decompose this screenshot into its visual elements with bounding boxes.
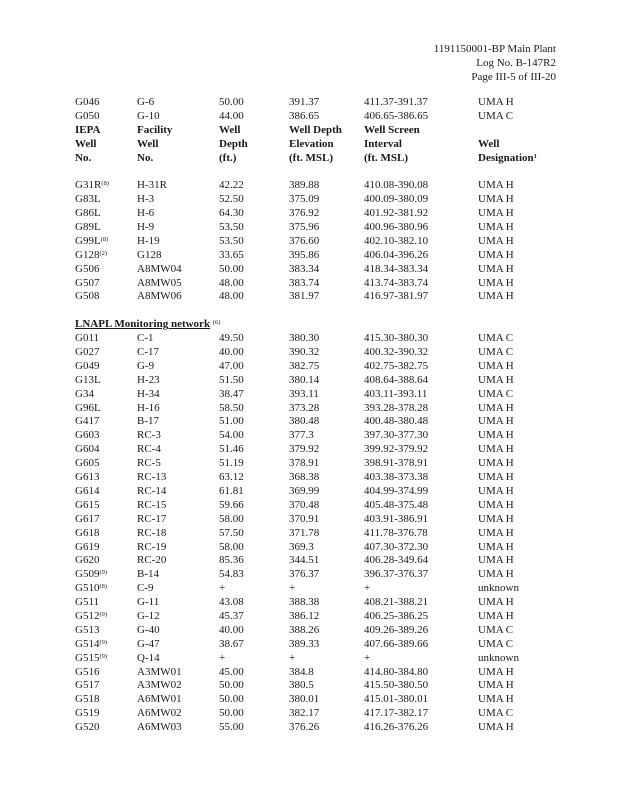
cell-desig: UMA C — [478, 707, 514, 720]
cell-screen: 396.37-376.37 — [364, 568, 429, 581]
cell-screen: 403.11-393.11 — [364, 387, 428, 400]
cell-screen: 411.37-391.37 — [364, 96, 428, 108]
cell-desig: UMA H — [478, 721, 514, 734]
cell-facility: A6MW03 — [137, 721, 182, 734]
cell-depth: 45.37 — [219, 609, 244, 622]
cell-elev: 371.78 — [289, 526, 320, 539]
cell-elev: 381.97 — [289, 290, 320, 303]
cell-desig: UMA H — [478, 415, 514, 428]
cell-facility: G-12 — [137, 609, 160, 622]
cell-desig: UMA C — [478, 623, 514, 636]
cell-screen: 408.21-388.21 — [364, 596, 429, 609]
cell-screen: 400.09-380.09 — [364, 193, 429, 206]
cell-facility: G-47 — [137, 637, 160, 650]
cell-iepa: G518 — [75, 693, 100, 706]
cell-depth: 54.00 — [219, 429, 244, 442]
cell-screen: 413.74-383.74 — [364, 276, 429, 289]
cell-elev: 379.92 — [289, 443, 320, 456]
cell-elev: 388.26 — [289, 623, 320, 636]
col-facility-label: Facility — [137, 123, 173, 136]
cell-depth: 53.50 — [219, 234, 244, 247]
cell-depth: 58.50 — [219, 401, 244, 414]
cell-depth: 42.22 — [219, 179, 244, 192]
cell-depth: 45.00 — [219, 665, 244, 678]
cell-desig: UMA H — [478, 359, 514, 372]
col-screen-label-2: Interval — [364, 137, 402, 150]
cell-facility: C-1 — [137, 332, 154, 345]
cell-screen: 409.26-389.26 — [364, 623, 429, 636]
cell-screen: 410.08-390.08 — [364, 179, 429, 192]
cell-facility: RC-19 — [137, 540, 167, 553]
col-screen-label-3: (ft. MSL) — [364, 151, 408, 164]
cell-iepa: G519 — [75, 707, 100, 720]
cell-elev: 391.37 — [289, 96, 320, 108]
col-depth-label: Well — [219, 123, 241, 136]
cell-depth: 58.00 — [219, 512, 244, 525]
cell-depth: 50.00 — [219, 262, 244, 275]
cell-screen: 406.04-396.26 — [364, 248, 429, 261]
cell-desig: UMA H — [478, 221, 514, 234]
cell-elev: 375.96 — [289, 221, 320, 234]
page-header — [434, 42, 556, 84]
cell-desig: UMA H — [478, 429, 514, 442]
cell-desig: UMA H — [478, 679, 514, 692]
cell-desig: UMA H — [478, 179, 514, 192]
cell-iepa: G513 — [75, 623, 100, 636]
cell-desig: UMA H — [478, 665, 514, 678]
cell-iepa: G507 — [75, 276, 100, 289]
cell-elev: 389.33 — [289, 637, 320, 650]
cell-desig: UMA H — [478, 96, 514, 108]
cell-facility: G-6 — [137, 96, 155, 108]
cell-facility: A3MW02 — [137, 679, 182, 692]
cell-screen: 406.28-349.64 — [364, 554, 429, 567]
network-footnote: (6) — [212, 319, 221, 327]
cell-iepa: G520 — [75, 721, 100, 734]
cell-screen: 401.92-381.92 — [364, 207, 429, 220]
cell-iepa: G605 — [75, 457, 100, 470]
col-elev-label-3: (ft. MSL) — [289, 151, 333, 164]
network-title: LNAPL Monitoring network — [75, 318, 211, 331]
cell-screen: 403.91-386.91 — [364, 512, 429, 525]
header-log-number: Log No. B-147R2 — [476, 57, 556, 69]
cell-screen: 414.80-384.80 — [364, 665, 429, 678]
cell-elev: 382.75 — [289, 359, 320, 372]
col-depth-label-2: Depth — [219, 137, 248, 150]
cell-desig: UMA H — [478, 609, 514, 622]
cell-elev: 380.14 — [289, 373, 320, 386]
cell-depth: + — [219, 582, 226, 595]
cell-facility: A3MW01 — [137, 665, 182, 678]
cell-desig: UMA H — [478, 276, 514, 289]
cell-facility: G-10 — [137, 109, 160, 122]
cell-desig: UMA H — [478, 290, 514, 303]
cell-screen: 399.92-379.92 — [364, 443, 429, 456]
cell-facility: H-6 — [137, 207, 155, 220]
cell-facility: C-9 — [137, 582, 154, 595]
cell-facility: G-9 — [137, 359, 155, 372]
cell-facility: RC-3 — [137, 429, 161, 442]
cell-elev: 369.99 — [289, 484, 320, 497]
cell-screen: 416.97-381.97 — [364, 290, 429, 303]
cell-screen: 400.32-390.32 — [364, 346, 429, 359]
cell-desig: UMA C — [478, 346, 514, 359]
col-iepa-label-2: Well — [75, 137, 97, 150]
cell-elev: 375.09 — [289, 193, 320, 206]
header-page-number: Page III-5 of III-20 — [471, 71, 556, 83]
cell-screen: 416.26-376.26 — [364, 721, 429, 734]
cell-elev: 395.86 — [289, 248, 320, 261]
cell-screen: 397.30-377.30 — [364, 429, 429, 442]
cell-depth: 51.46 — [219, 443, 244, 456]
cell-depth: 64.30 — [219, 207, 244, 220]
cell-screen: 407.66-389.66 — [364, 637, 429, 650]
cell-desig: UMA C — [478, 109, 514, 122]
cell-desig: UMA H — [478, 498, 514, 511]
cell-iepa: G514$^{(9)}$ — [75, 637, 108, 650]
cell-screen: 415.30-380.30 — [364, 332, 429, 345]
col-facility-label-2: Well — [137, 137, 159, 150]
cell-elev: 390.32 — [289, 346, 320, 359]
cell-iepa: G613 — [75, 471, 100, 484]
cell-screen: 415.01-380.01 — [364, 693, 429, 706]
cell-depth: 49.50 — [219, 332, 244, 345]
cell-elev: 386.12 — [289, 609, 320, 622]
cell-depth: 38.47 — [219, 387, 244, 400]
cell-screen: 398.91-378.91 — [364, 457, 429, 470]
col-depth-label-3: (ft.) — [219, 151, 237, 164]
cell-elev: 388.38 — [289, 596, 320, 609]
cell-screen: 407.30-372.30 — [364, 540, 429, 553]
cell-screen: + — [364, 582, 371, 595]
cell-depth: 53.50 — [219, 221, 244, 234]
cell-depth: 55.00 — [219, 721, 244, 734]
desig-footnote: 1 — [533, 152, 537, 160]
cell-desig: UMA H — [478, 262, 514, 275]
cell-elev: 370.91 — [289, 512, 320, 525]
header-project: 1191150001-BP Main Plant — [433, 43, 556, 55]
cell-elev: + — [289, 651, 296, 664]
cell-screen: 418.34-383.34 — [364, 262, 429, 275]
cell-iepa: $G31R^{(8)}$ — [75, 179, 109, 192]
cell-desig: UMA C — [478, 332, 514, 345]
cell-desig: unknown — [478, 582, 519, 595]
cell-elev: 382.17 — [289, 707, 320, 720]
footnote-marker: (2) — [99, 249, 108, 257]
cell-elev: 386.65 — [289, 109, 320, 122]
cell-screen: 402.75-382.75 — [364, 359, 429, 372]
cell-iepa: G620 — [75, 554, 100, 567]
cell-desig: UMA H — [478, 484, 514, 497]
cell-screen: 403.38-373.38 — [364, 471, 429, 484]
cell-facility: B-17 — [137, 415, 159, 428]
cell-desig: unknown — [478, 651, 519, 664]
cell-iepa: G049 — [75, 359, 100, 372]
cell-iepa: G046 — [75, 96, 100, 108]
cell-depth: 50.00 — [219, 707, 244, 720]
col-desig-label: Well — [478, 137, 500, 150]
cell-iepa: G512$^{(9)}$ — [75, 609, 108, 622]
cell-depth: 38.67 — [219, 637, 244, 650]
cell-facility: G-40 — [137, 623, 160, 636]
cell-depth: 33.65 — [219, 248, 244, 261]
cell-facility: H-3 — [137, 193, 155, 206]
cell-depth: 48.00 — [219, 290, 244, 303]
col-desig-label-2: Designation$^1$ — [478, 151, 537, 164]
col-iepa-label-3: No. — [75, 151, 92, 164]
cell-iepa: G604 — [75, 443, 100, 456]
cell-depth: 52.50 — [219, 193, 244, 206]
cell-screen: 415.50-380.50 — [364, 679, 429, 692]
cell-iepa: G83L — [75, 193, 101, 206]
cell-depth: 63.12 — [219, 471, 244, 484]
cell-facility: RC-13 — [137, 471, 167, 484]
cell-facility: RC-15 — [137, 498, 167, 511]
cell-facility: A8MW04 — [137, 262, 182, 275]
cell-facility: RC-14 — [137, 484, 167, 497]
footnote-marker: (9) — [99, 652, 108, 660]
cell-elev: 376.92 — [289, 207, 320, 220]
col-elev-label: Well Depth — [289, 123, 342, 136]
cell-facility: C-17 — [137, 346, 159, 359]
cell-elev: 380.01 — [289, 693, 320, 706]
cell-depth: 85.36 — [219, 554, 244, 567]
cell-facility: H-34 — [137, 387, 160, 400]
cell-screen: 408.64-388.64 — [364, 373, 429, 386]
cell-screen: 400.96-380.96 — [364, 221, 429, 234]
cell-iepa: G618 — [75, 526, 100, 539]
cell-desig: UMA H — [478, 512, 514, 525]
cell-iepa: G511 — [75, 596, 100, 609]
cell-screen: 406.25-386.25 — [364, 609, 429, 622]
cell-elev: 368.38 — [289, 471, 320, 484]
cell-screen: 411.78-376.78 — [364, 526, 428, 539]
cell-facility: H-19 — [137, 234, 160, 247]
cell-facility: RC-5 — [137, 457, 161, 470]
cell-iepa: G128$^{(2)}$ — [75, 248, 108, 261]
cell-facility: H-9 — [137, 221, 155, 234]
cell-elev: 373.28 — [289, 401, 320, 414]
cell-elev: 383.74 — [289, 276, 320, 289]
cell-depth: 50.00 — [219, 679, 244, 692]
cell-iepa: G417 — [75, 415, 100, 428]
cell-facility: H-31R — [137, 179, 167, 192]
cell-facility: B-14 — [137, 568, 159, 581]
cell-screen: + — [364, 651, 371, 664]
cell-elev: + — [289, 582, 296, 595]
cell-iepa: G34 — [75, 387, 94, 400]
cell-depth: 59.66 — [219, 498, 244, 511]
cell-facility: A8MW05 — [137, 276, 182, 289]
cell-elev: 383.34 — [289, 262, 320, 275]
cell-depth: 51.00 — [219, 415, 244, 428]
cell-iepa: G509$^{(9)}$ — [75, 568, 108, 581]
cell-desig: UMA H — [478, 471, 514, 484]
cell-elev: 380.48 — [289, 415, 320, 428]
cell-facility: G-11 — [137, 596, 160, 609]
cell-depth: 50.00 — [219, 693, 244, 706]
cell-screen: 417.17-382.17 — [364, 707, 429, 720]
cell-iepa: G614 — [75, 484, 100, 497]
cell-iepa: G011 — [75, 332, 100, 345]
cell-desig: UMA H — [478, 373, 514, 386]
cell-iepa: G13L — [75, 373, 101, 386]
cell-facility: H-16 — [137, 401, 160, 414]
cell-desig: UMA H — [478, 193, 514, 206]
cell-screen: 393.28-378.28 — [364, 401, 429, 414]
cell-desig: UMA H — [478, 554, 514, 567]
cell-elev: 376.37 — [289, 568, 320, 581]
cell-facility: A6MW02 — [137, 707, 182, 720]
cell-desig: UMA H — [478, 401, 514, 414]
cell-elev: 389.88 — [289, 179, 320, 192]
col-screen-label: Well Screen — [364, 123, 420, 136]
cell-elev: 380.30 — [289, 332, 320, 345]
cell-depth: 40.00 — [219, 623, 244, 636]
cell-screen: 404.99-374.99 — [364, 484, 429, 497]
cell-elev: 376.26 — [289, 721, 320, 734]
footnote-marker: (9) — [99, 569, 108, 577]
col-elev-label-2: Elevation — [289, 137, 334, 150]
cell-desig: UMA H — [478, 207, 514, 220]
cell-iepa: G96L — [75, 401, 101, 414]
cell-desig: UMA H — [478, 234, 514, 247]
cell-depth: 50.00 — [219, 96, 244, 108]
cell-depth: 61.81 — [219, 484, 244, 497]
cell-elev: 380.5 — [289, 679, 314, 692]
cell-desig: UMA H — [478, 443, 514, 456]
cell-elev: 378.91 — [289, 457, 320, 470]
cell-desig: UMA H — [478, 526, 514, 539]
cell-facility: A8MW06 — [137, 290, 182, 303]
cell-depth: 48.00 — [219, 276, 244, 289]
cell-facility: H-23 — [137, 373, 160, 386]
cell-depth: 40.00 — [219, 346, 244, 359]
cell-iepa: G510$^{(8)}$ — [75, 582, 108, 595]
cell-facility: RC-18 — [137, 526, 167, 539]
cell-desig: UMA H — [478, 540, 514, 553]
cell-iepa: G86L — [75, 207, 101, 220]
cell-facility: RC-17 — [137, 512, 167, 525]
cell-facility: RC-20 — [137, 554, 167, 567]
cell-facility: G128 — [137, 248, 162, 261]
cell-screen: 405.48-375.48 — [364, 498, 429, 511]
cell-desig: UMA C — [478, 637, 514, 650]
cell-iepa: G516 — [75, 665, 100, 678]
cell-depth: 51.19 — [219, 457, 244, 470]
cell-iepa: G603 — [75, 429, 100, 442]
cell-depth: 57.50 — [219, 526, 244, 539]
cell-desig: UMA H — [478, 596, 514, 609]
cell-depth: 43.08 — [219, 596, 244, 609]
cell-iepa: G617 — [75, 512, 100, 525]
footnote-marker: (8) — [99, 583, 108, 591]
cell-depth: 54.83 — [219, 568, 244, 581]
cell-iepa: G027 — [75, 346, 100, 359]
cell-elev: 393.11 — [289, 387, 319, 400]
col-facility-label-3: No. — [137, 151, 154, 164]
cell-elev: 384.8 — [289, 665, 314, 678]
cell-desig: UMA H — [478, 457, 514, 470]
cell-depth: 58.00 — [219, 540, 244, 553]
cell-desig: UMA C — [478, 387, 514, 400]
cell-elev: 377.3 — [289, 429, 314, 442]
cell-iepa: G508 — [75, 290, 100, 303]
cell-facility: Q-14 — [137, 651, 160, 664]
cell-iepa: G515$^{(9)}$ — [75, 651, 108, 664]
cell-screen: 400.48-380.48 — [364, 415, 429, 428]
cell-iepa: $G99L^{(8)}$ — [75, 234, 109, 247]
cell-elev: 344.51 — [289, 554, 320, 567]
footnote-marker: (9) — [99, 638, 108, 646]
cell-elev: 376.60 — [289, 234, 320, 247]
cell-facility: RC-4 — [137, 443, 161, 456]
cell-screen: 406.65-386.65 — [364, 109, 429, 122]
cell-iepa: G506 — [75, 262, 100, 275]
cell-facility: A6MW01 — [137, 693, 182, 706]
cell-elev: 370.48 — [289, 498, 320, 511]
cell-iepa: G517 — [75, 679, 100, 692]
cell-desig: UMA H — [478, 693, 514, 706]
cell-iepa: G615 — [75, 498, 100, 511]
cell-screen: 402.10-382.10 — [364, 234, 429, 247]
cell-iepa: G050 — [75, 109, 100, 122]
cell-iepa: G89L — [75, 221, 101, 234]
cell-depth: 51.50 — [219, 373, 244, 386]
cell-desig: UMA H — [478, 248, 514, 261]
cell-depth: 47.00 — [219, 359, 244, 372]
cell-desig: UMA H — [478, 568, 514, 581]
cell-iepa: G619 — [75, 540, 100, 553]
cell-elev: 369.3 — [289, 540, 314, 553]
footnote-marker: (8) — [101, 180, 109, 188]
cell-depth: + — [219, 651, 226, 664]
cell-depth: 44.00 — [219, 109, 244, 122]
footnote-marker: (8) — [100, 235, 109, 243]
col-iepa-label: IEPA — [75, 123, 101, 136]
footnote-marker: (9) — [99, 610, 108, 618]
